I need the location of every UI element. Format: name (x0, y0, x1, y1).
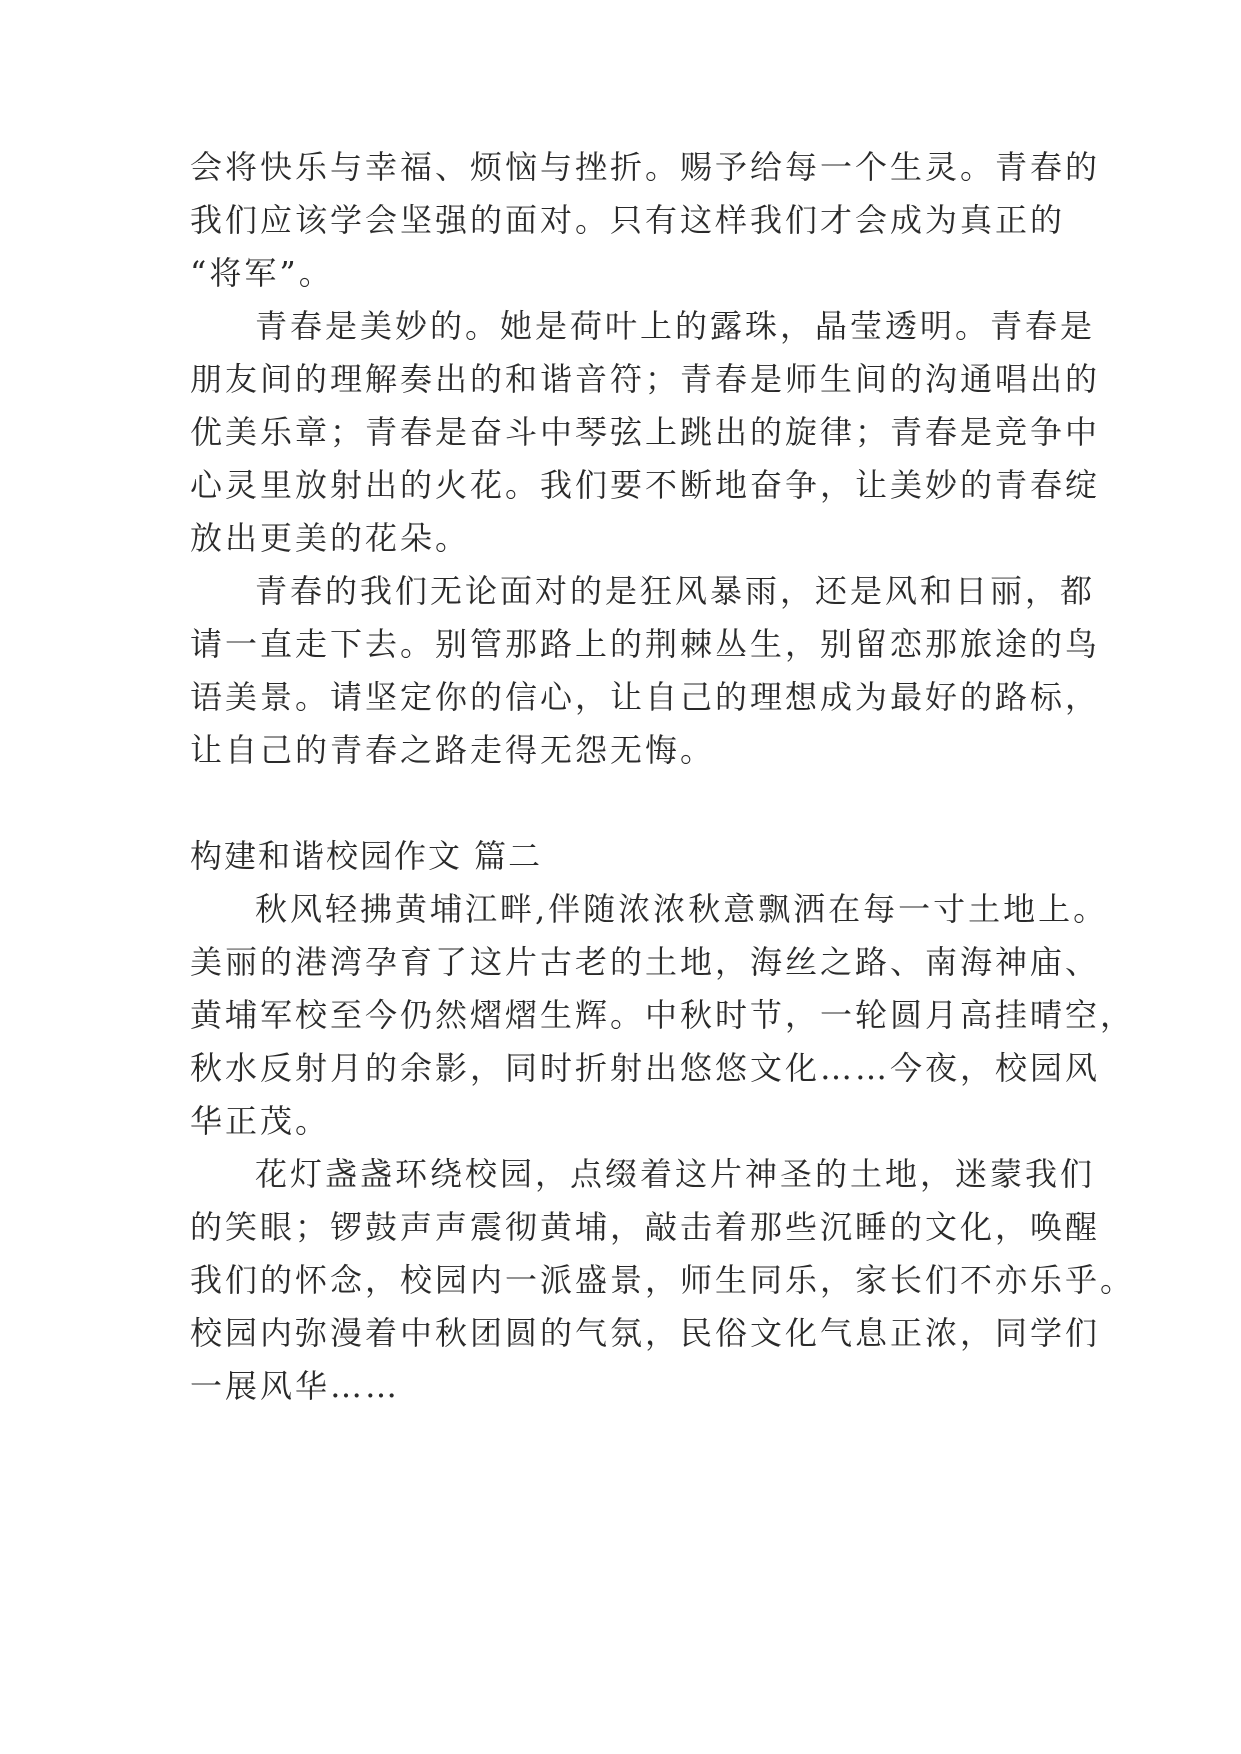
text-line: 让自己的青春之路走得无怨无悔。 (190, 731, 716, 769)
paragraph-first-line: 青春是美妙的。她是荷叶上的露珠，晶莹透明。青春是 (255, 307, 1096, 345)
text-line: 华正茂。 (190, 1102, 331, 1140)
text-line: 的笑眼；锣鼓声声震彻黄埔，敲击着那些沉睡的文化，唤醒 (190, 1208, 1101, 1246)
text-line: 优美乐章；青春是奋斗中琴弦上跳出的旋律；青春是竞争中 (190, 413, 1101, 451)
text-line: 我们应该学会坚强的面对。只有这样我们才会成为真正的 (190, 201, 1066, 239)
text-line: “将军”。 (190, 254, 334, 292)
text-line: 一展风华…… (190, 1367, 401, 1405)
text-line: 请一直走下去。别管那路上的荆棘丛生，别留恋那旅途的鸟 (190, 625, 1101, 663)
text-line: 语美景。请坚定你的信心，让自己的理想成为最好的路标， (190, 678, 1101, 716)
text-line: 朋友间的理解奏出的和谐音符；青春是师生间的沟通唱出的 (190, 360, 1101, 398)
text-line: 秋水反射月的余影，同时折射出悠悠文化……今夜，校园风 (190, 1049, 1101, 1087)
text-line: 会将快乐与幸福、烦恼与挫折。赐予给每一个生灵。青春的 (190, 148, 1101, 186)
paragraph-first-line: 青春的我们无论面对的是狂风暴雨，还是风和日丽，都 (255, 572, 1096, 610)
text-line: 美丽的港湾孕育了这片古老的土地，海丝之路、南海神庙、 (190, 943, 1101, 981)
text-line: 心灵里放射出的火花。我们要不断地奋争，让美妙的青春绽 (190, 466, 1101, 504)
paragraph-first-line: 花灯盏盏环绕校园，点缀着这片神圣的土地，迷蒙我们 (255, 1155, 1096, 1193)
text-line: 校园内弥漫着中秋团圆的气氛，民俗文化气息正浓，同学们 (190, 1314, 1101, 1352)
text-line: 黄埔军校至今仍然熠熠生辉。中秋时节，一轮圆月高挂晴空， (190, 996, 1136, 1034)
section-heading: 构建和谐校园作文 篇二 (190, 837, 543, 875)
paragraph-first-line: 秋风轻拂黄埔江畔,伴随浓浓秋意飘洒在每一寸土地上。 (255, 890, 1109, 928)
text-line: 我们的怀念，校园内一派盛景，师生同乐，家长们不亦乐乎。 (190, 1261, 1136, 1299)
text-line: 放出更美的花朵。 (190, 519, 471, 557)
